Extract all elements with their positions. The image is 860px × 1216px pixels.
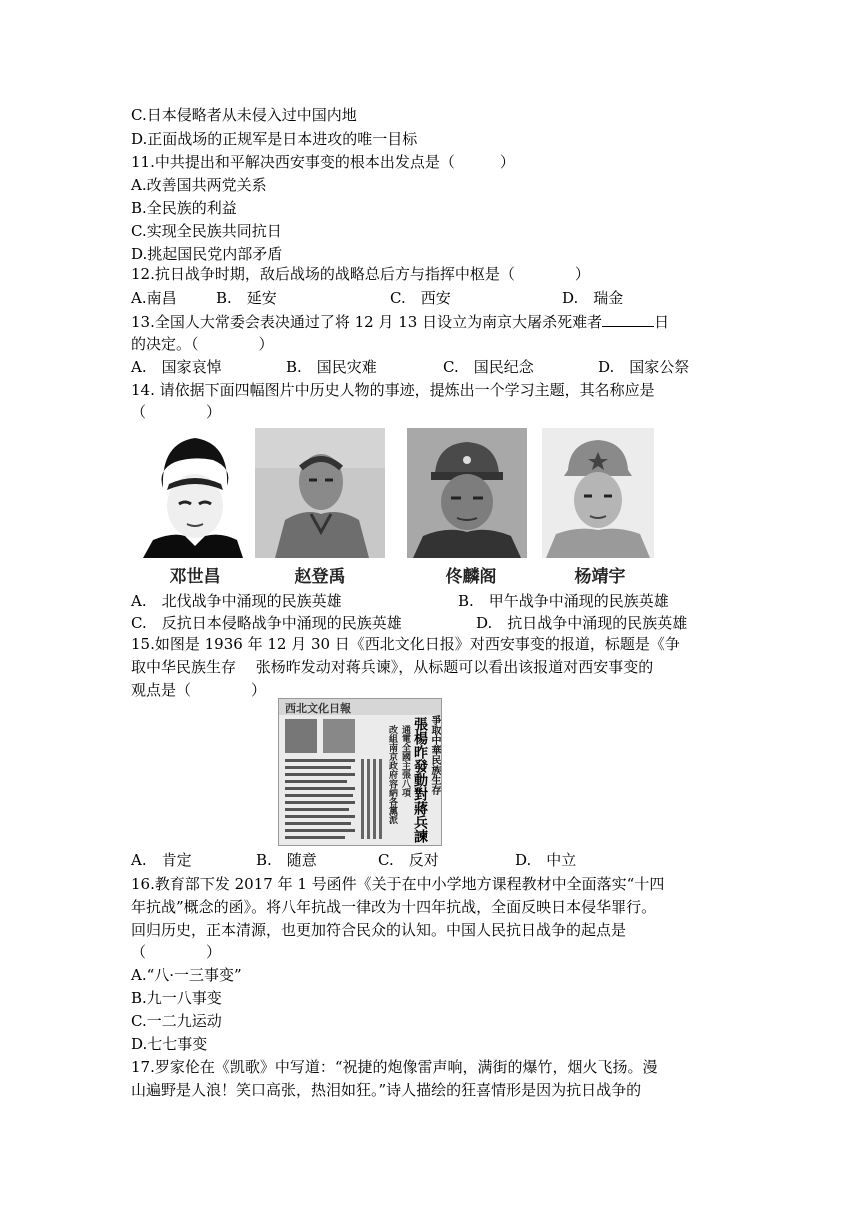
question-11-stem: 11.中共提出和平解决西安事变的根本出发点是（ ） (131, 153, 515, 171)
question-16-option-a: A.“八·一三事变” (131, 966, 242, 984)
question-15-stem-line3: 观点是（ ） (131, 681, 267, 699)
portrait-yang-jingyu (542, 428, 654, 558)
question-11-option-c: C.实现全民族共同抗日 (131, 222, 282, 240)
question-12-option-b: B. 延安 (216, 289, 277, 307)
question-13-option-b: B. 国民灾难 (286, 358, 377, 376)
newspaper-headline-3: 通電全國主張八項 (400, 725, 410, 797)
question-15-option-b: B. 随意 (256, 851, 317, 869)
newspaper-masthead: 西北文化日報 (285, 702, 351, 715)
question-14-stem-line1: 14. 请依据下面四幅图片中历史人物的事迹，提炼出一个学习主题，其名称应是 (131, 381, 655, 399)
question-16-stem-line1: 16.教育部下发 2017 年 1 号函件《关于在中小学地方课程教材中全面落实“十四 (131, 875, 665, 893)
portrait-caption-1: 邓世昌 (169, 567, 221, 587)
question-16-option-b: B.九一八事变 (131, 989, 222, 1007)
question-16-stem-line3: 回归历史，正本清源，也更加符合民众的认知。中国人民抗日战争的起点是 (131, 921, 627, 939)
question-13-option-d: D. 国家公祭 (598, 358, 690, 376)
question-13-option-a: A. 国家哀悼 (131, 358, 222, 376)
question-11-option-b: B.全民族的利益 (131, 199, 237, 217)
question-12-option-c: C. 西安 (390, 289, 451, 307)
newspaper-headline-1: 爭取中華民族生存 (429, 715, 440, 795)
portrait-caption-2: 赵登禹 (294, 567, 346, 587)
question-13-option-c: C. 国民纪念 (443, 358, 534, 376)
question-14-stem-line2: （ ） (131, 403, 222, 421)
question-12-stem: 12.抗日战争时期，敌后战场的战略总后方与指挥中枢是（ ） (131, 265, 590, 283)
portrait-zhao-dengyu (255, 428, 385, 558)
question-13-stem-line2: 的决定。（ ） (131, 335, 274, 353)
question-12-option-d: D. 瑞金 (562, 289, 624, 307)
question-15-option-d: D. 中立 (515, 851, 577, 869)
question-16-option-c: C.一二九运动 (131, 1012, 222, 1030)
newspaper-headline-2: 張楊昨發動對蔣兵諫 (412, 717, 428, 843)
question-11-option-d: D.挑起国民党内部矛盾 (131, 245, 283, 263)
question-14-option-d: D. 抗日战争中涌现的民族英雄 (476, 614, 688, 632)
newspaper-headline-4: 改組南京政府容納各黨派 (387, 725, 397, 824)
question-11-option-a: A.改善国共两党关系 (131, 176, 267, 194)
question-16-stem-line2: 年抗战”概念的函》。将八年抗战一律改为十四年抗战，全面反映日本侵华罪行。 (131, 898, 657, 916)
portrait-caption-4: 杨靖宇 (574, 567, 626, 587)
question-10-option-d: D.正面战场的正规军是日本进攻的唯一目标 (131, 130, 418, 148)
question-15-option-a: A. 肯定 (131, 851, 192, 869)
question-10-option-c: C.日本侵略者从未侵入过中国内地 (131, 106, 357, 124)
question-16-stem-line4: （ ） (131, 943, 222, 961)
question-15-stem-line1: 15.如图是 1936 年 12 月 30 日《西北文化日报》对西安事变的报道，标题是《争 (131, 635, 680, 653)
question-15-stem-line2: 取中华民族生存 张杨昨发动对蒋兵谏》，从标题可以看出该报道对西安事变的 (131, 658, 654, 676)
question-16-option-d: D.七七事变 (131, 1035, 208, 1053)
portrait-tong-linge (407, 428, 527, 558)
portrait-caption-3: 佟麟阁 (445, 567, 497, 587)
newspaper-clipping (278, 698, 442, 846)
question-17-stem-line2: 山遍野是人浪！笑口高张，热泪如狂。”诗人描绘的狂喜情形是因为抗日战争的 (131, 1081, 642, 1099)
question-14-option-b: B. 甲午战争中涌现的民族英雄 (458, 592, 669, 610)
question-14-option-a: A. 北伐战争中涌现的民族英雄 (131, 592, 342, 610)
portrait-deng-shichang (143, 428, 243, 558)
question-13-text-a: 13.全国人大常委会表决通过了将 12 月 13 日设立为南京大屠杀死难者 (131, 313, 603, 331)
question-17-stem-line1: 17.罗家伦在《凯歌》中写道：“祝捷的炮像雷声响，满街的爆竹，烟火飞扬。漫 (131, 1058, 658, 1076)
question-13-text-b: 日 (654, 313, 670, 331)
question-13-stem-line1 (131, 310, 731, 334)
answer-blank (602, 312, 654, 327)
question-15-option-c: C. 反对 (378, 851, 439, 869)
question-14-option-c: C. 反抗日本侵略战争中涌现的民族英雄 (131, 614, 402, 632)
question-12-option-a: A.南昌 (131, 289, 177, 307)
